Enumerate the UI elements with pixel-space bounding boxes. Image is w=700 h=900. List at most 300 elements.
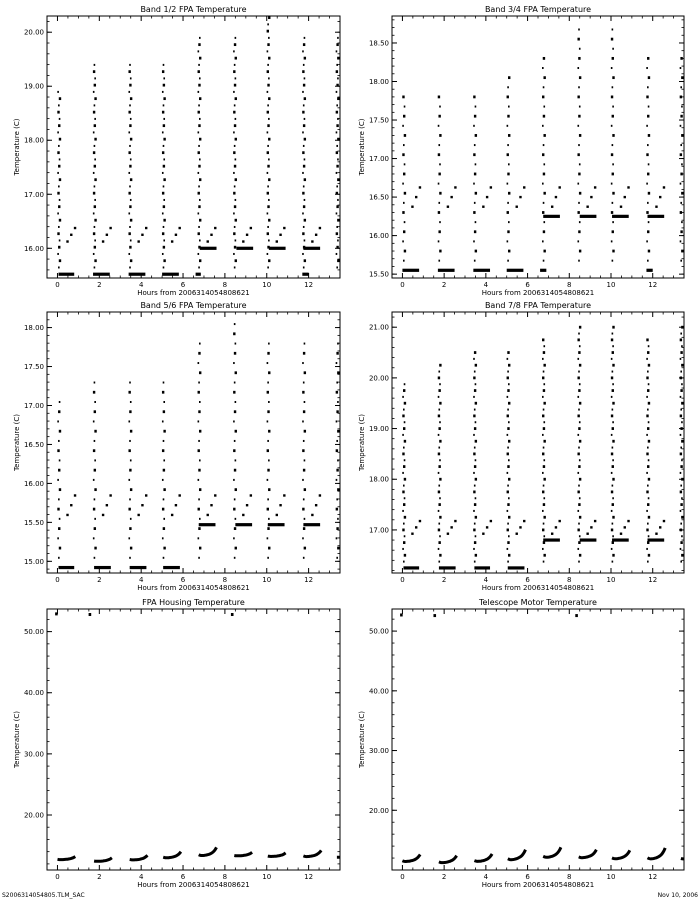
- data-point: [336, 352, 338, 355]
- data-point: [508, 554, 510, 557]
- data-point: [336, 131, 338, 133]
- data-point: [57, 420, 59, 422]
- data-point: [337, 547, 339, 550]
- x-tick-label: 2: [441, 873, 447, 881]
- data-point: [473, 376, 475, 379]
- data-point: [302, 479, 304, 481]
- data-point: [508, 76, 510, 79]
- data-point: [268, 158, 270, 160]
- data-point: [646, 414, 648, 417]
- data-point: [558, 520, 560, 522]
- data-point: [612, 230, 614, 233]
- data-point: [233, 362, 235, 364]
- data-point: [439, 383, 441, 385]
- data-point: [336, 226, 338, 228]
- data-point: [198, 192, 200, 195]
- data-point: [58, 124, 60, 127]
- data-point: [163, 124, 165, 127]
- data-point: [490, 520, 492, 522]
- data-point: [543, 230, 545, 233]
- data-point: [268, 178, 270, 181]
- data-point: [93, 212, 95, 214]
- data-point: [199, 219, 201, 222]
- data-point: [402, 491, 404, 494]
- data-bar: [612, 215, 629, 218]
- data-point: [577, 548, 579, 550]
- data-point: [486, 526, 488, 528]
- data-point: [577, 211, 579, 214]
- data-point: [439, 478, 441, 481]
- data-point: [473, 211, 475, 214]
- data-point: [59, 199, 61, 201]
- data-point: [302, 508, 304, 511]
- data-point: [475, 421, 477, 423]
- data-point: [302, 449, 304, 452]
- data-point: [234, 205, 236, 208]
- data-point: [612, 57, 614, 60]
- data-point: [508, 440, 510, 443]
- data-point: [199, 158, 201, 160]
- data-point: [680, 144, 682, 146]
- data-point: [507, 472, 509, 474]
- data-point: [646, 96, 648, 99]
- data-point: [646, 338, 648, 341]
- data-point: [57, 192, 59, 195]
- data-point: [336, 420, 338, 422]
- data-point: [439, 554, 441, 557]
- data-point: [438, 376, 440, 379]
- data-point: [302, 91, 304, 93]
- data-point: [311, 514, 313, 516]
- data-point: [612, 163, 614, 165]
- data-point: [611, 491, 613, 494]
- data-point: [611, 396, 613, 398]
- data-point: [163, 259, 165, 262]
- data-point: [646, 67, 648, 69]
- data-point: [130, 219, 132, 222]
- data-point: [612, 86, 614, 88]
- data-point: [577, 153, 579, 156]
- data-point: [508, 459, 510, 461]
- data-point: [337, 371, 339, 374]
- data-point: [163, 239, 165, 241]
- data-point: [577, 96, 579, 99]
- data-point: [268, 77, 270, 79]
- data-series-segment: [508, 850, 526, 860]
- data-point: [648, 402, 650, 405]
- x-tick-label: 2: [97, 576, 102, 584]
- data-point: [438, 503, 440, 506]
- data-point: [235, 371, 237, 374]
- data-point: [235, 37, 237, 39]
- data-point: [648, 516, 650, 519]
- data-point: [162, 449, 164, 452]
- data-point: [516, 206, 518, 208]
- data-point: [199, 97, 201, 100]
- data-layer: [402, 326, 698, 570]
- data-point: [199, 459, 201, 461]
- data-point: [507, 529, 509, 532]
- data-point: [198, 145, 200, 147]
- data-point: [543, 115, 545, 118]
- data-point: [474, 465, 476, 468]
- data-series-segment: [648, 848, 666, 859]
- data-point: [689, 206, 691, 208]
- data-point: [646, 183, 648, 185]
- data-point: [210, 504, 212, 506]
- data-point: [198, 64, 200, 66]
- data-point: [109, 494, 111, 496]
- data-point: [268, 518, 270, 520]
- data-point: [59, 97, 61, 100]
- data-point: [680, 153, 682, 156]
- data-point: [94, 158, 96, 160]
- data-point: [646, 153, 648, 156]
- data-point: [579, 497, 581, 499]
- data-point: [612, 402, 614, 405]
- data-point: [210, 234, 212, 236]
- data-point: [336, 391, 338, 394]
- data-point: [612, 250, 614, 253]
- data-point: [612, 260, 614, 262]
- data-point: [473, 529, 475, 532]
- data-point: [128, 192, 130, 195]
- data-point: [612, 447, 614, 449]
- data-point: [648, 345, 650, 347]
- data-point: [612, 364, 614, 367]
- data-point: [163, 266, 165, 268]
- data-point: [415, 526, 417, 528]
- data-point: [648, 192, 650, 195]
- data-point: [303, 352, 305, 355]
- data-point: [411, 533, 413, 535]
- data-bar: [303, 523, 320, 526]
- y-axis-label: Temperature (C): [13, 711, 21, 768]
- data-point: [59, 158, 61, 160]
- chart-panel: [358, 301, 699, 592]
- data-point: [130, 77, 132, 79]
- x-tick-label: 0: [55, 576, 60, 584]
- data-point: [680, 396, 682, 398]
- data-point: [198, 131, 200, 133]
- data-point: [475, 516, 477, 519]
- data-point: [235, 547, 237, 550]
- data-point: [235, 219, 237, 222]
- x-tick-label: 12: [304, 281, 314, 289]
- data-point: [235, 430, 237, 433]
- data-point: [612, 465, 614, 468]
- data-point: [198, 527, 200, 530]
- data-point: [578, 202, 580, 204]
- data-point: [303, 498, 305, 500]
- data-point: [302, 131, 304, 133]
- data-point: [336, 232, 338, 235]
- y-tick-label: 18.00: [368, 78, 389, 86]
- data-point: [268, 430, 270, 433]
- data-point: [336, 212, 338, 214]
- data-point: [438, 260, 440, 262]
- data-point: [337, 430, 339, 433]
- data-point: [93, 91, 95, 93]
- data-layer: [402, 28, 698, 271]
- x-tick-label: 10: [606, 281, 616, 289]
- data-point: [336, 557, 338, 559]
- data-point: [415, 196, 417, 198]
- data-point: [611, 376, 613, 379]
- data-series-segment: [268, 853, 286, 857]
- x-tick-label: 12: [648, 576, 658, 584]
- data-point: [474, 371, 476, 373]
- data-point: [438, 434, 440, 436]
- chart-panel: [13, 5, 355, 297]
- data-point: [171, 240, 173, 242]
- data-point: [542, 358, 544, 360]
- data-point: [311, 240, 313, 242]
- data-point: [59, 239, 61, 241]
- data-point: [315, 504, 317, 506]
- data-point: [267, 557, 269, 559]
- data-point: [163, 104, 165, 106]
- data-point: [620, 206, 622, 208]
- data-point: [473, 125, 475, 127]
- data-point: [627, 520, 629, 522]
- data-point: [611, 472, 613, 474]
- data-point: [304, 488, 306, 491]
- data-point: [267, 479, 269, 481]
- data-point: [162, 232, 164, 235]
- data-point: [162, 253, 164, 255]
- data-point: [578, 333, 580, 335]
- data-point: [474, 351, 476, 354]
- data-point: [519, 196, 521, 198]
- data-point: [58, 226, 60, 228]
- data-point: [163, 557, 165, 559]
- data-point: [234, 266, 236, 268]
- data-point: [337, 199, 339, 201]
- data-point: [302, 232, 304, 235]
- data-point: [199, 138, 201, 141]
- data-point: [198, 253, 200, 255]
- data-point: [268, 371, 270, 374]
- data-point: [578, 485, 580, 487]
- chart-panel: [358, 5, 699, 297]
- data-point: [129, 469, 131, 472]
- data-point: [507, 115, 509, 118]
- data-point: [163, 226, 165, 228]
- data-bar: [200, 247, 217, 250]
- data-point: [579, 76, 581, 79]
- data-point: [543, 371, 545, 373]
- data-point: [438, 548, 440, 550]
- data-point: [234, 382, 236, 384]
- x-tick-label: 4: [483, 873, 489, 881]
- data-point: [128, 212, 130, 214]
- data-point: [612, 523, 614, 525]
- y-tick-label: 16.00: [23, 479, 44, 488]
- data-point: [681, 106, 683, 108]
- data-point: [234, 84, 236, 87]
- data-point: [304, 259, 306, 262]
- data-point: [233, 131, 235, 133]
- data-point: [302, 253, 304, 255]
- data-point: [345, 514, 347, 516]
- data-point: [646, 548, 648, 550]
- data-point: [130, 239, 132, 241]
- data-point: [474, 561, 476, 563]
- data-point: [93, 508, 95, 511]
- data-point: [543, 485, 545, 487]
- data-point: [508, 516, 510, 519]
- data-point: [680, 115, 682, 118]
- data-point: [438, 396, 440, 398]
- data-point: [439, 516, 441, 519]
- data-point: [336, 449, 338, 452]
- data-bar: [474, 566, 490, 569]
- data-point: [55, 612, 58, 615]
- data-point: [163, 64, 165, 66]
- data-point: [590, 526, 592, 528]
- data-point: [579, 478, 581, 481]
- data-point: [627, 186, 629, 188]
- data-point: [145, 494, 147, 496]
- data-point: [647, 260, 649, 262]
- data-point: [680, 485, 682, 487]
- data-point: [680, 173, 682, 176]
- data-point: [234, 145, 236, 147]
- data-point: [612, 561, 614, 563]
- data-point: [516, 533, 518, 535]
- data-point: [543, 523, 545, 525]
- data-bar: [196, 273, 201, 276]
- data-point: [231, 613, 234, 616]
- data-point: [647, 447, 649, 449]
- data-point: [276, 514, 278, 516]
- data-point: [648, 497, 650, 499]
- data-point: [129, 226, 131, 228]
- data-point: [235, 239, 237, 241]
- data-series-segment: [474, 854, 492, 862]
- data-point: [199, 37, 201, 39]
- data-point: [234, 165, 236, 168]
- data-point: [577, 414, 579, 417]
- data-point: [438, 240, 440, 242]
- data-point: [404, 535, 406, 537]
- data-point: [233, 420, 235, 422]
- x-tick-label: 10: [262, 281, 272, 289]
- data-point: [543, 447, 545, 449]
- data-point: [577, 67, 579, 69]
- data-point: [163, 518, 165, 520]
- data-point: [128, 449, 130, 452]
- data-point: [233, 253, 235, 255]
- data-point: [336, 498, 338, 500]
- data-bar: [162, 273, 179, 276]
- data-point: [612, 478, 614, 481]
- data-point: [542, 396, 544, 398]
- data-bar: [439, 566, 456, 569]
- data-point: [162, 131, 164, 133]
- data-point: [234, 440, 236, 442]
- data-point: [336, 469, 338, 472]
- data-point: [543, 351, 545, 354]
- data-point: [303, 527, 305, 530]
- data-point: [575, 614, 578, 617]
- data-point: [304, 547, 306, 550]
- data-point: [648, 163, 650, 165]
- data-point: [507, 389, 509, 392]
- data-point: [198, 84, 200, 87]
- data-point: [696, 520, 698, 522]
- data-point: [681, 163, 683, 165]
- data-point: [74, 494, 76, 496]
- data-point: [57, 172, 59, 174]
- data-point: [302, 192, 304, 195]
- data-point: [680, 211, 682, 214]
- data-point: [175, 504, 177, 506]
- data-point: [233, 212, 235, 214]
- data-point: [234, 527, 236, 530]
- data-point: [680, 523, 682, 525]
- data-point: [57, 91, 59, 93]
- data-point: [542, 376, 544, 379]
- data-point: [612, 485, 614, 487]
- data-point: [578, 561, 580, 563]
- data-point: [507, 396, 509, 398]
- data-point: [352, 494, 354, 496]
- data-point: [450, 526, 452, 528]
- data-point: [648, 134, 650, 137]
- data-point: [199, 199, 201, 201]
- data-point: [577, 396, 579, 398]
- data-point: [680, 510, 682, 512]
- data-point: [94, 185, 96, 187]
- data-point: [681, 516, 683, 519]
- data-point: [336, 165, 338, 168]
- data-point: [439, 421, 441, 423]
- data-point: [450, 196, 452, 198]
- data-point: [57, 449, 59, 452]
- data-point: [235, 138, 237, 141]
- footer-date: Nov 10, 2006: [657, 892, 698, 899]
- data-point: [234, 557, 236, 559]
- data-point: [612, 554, 614, 557]
- data-point: [612, 516, 614, 519]
- data-point: [542, 67, 544, 69]
- data-point: [303, 145, 305, 147]
- data-point: [579, 440, 581, 443]
- data-point: [404, 221, 406, 223]
- data-point: [267, 527, 269, 530]
- data-point: [163, 165, 165, 168]
- x-tick-label: 8: [567, 873, 572, 881]
- data-point: [267, 410, 269, 413]
- data-point: [59, 138, 61, 141]
- data-point: [681, 364, 683, 367]
- data-series-segment: [612, 850, 630, 859]
- y-tick-label: 20.00: [23, 811, 44, 820]
- x-tick-label: 2: [441, 281, 447, 289]
- data-point: [130, 459, 132, 461]
- data-point: [507, 491, 509, 494]
- data-point: [680, 230, 682, 233]
- data-point: [404, 421, 406, 423]
- data-point: [680, 57, 682, 60]
- data-point: [612, 173, 614, 176]
- data-point: [647, 503, 649, 506]
- data-point: [267, 205, 269, 208]
- data-point: [404, 192, 406, 195]
- data-point: [141, 234, 143, 236]
